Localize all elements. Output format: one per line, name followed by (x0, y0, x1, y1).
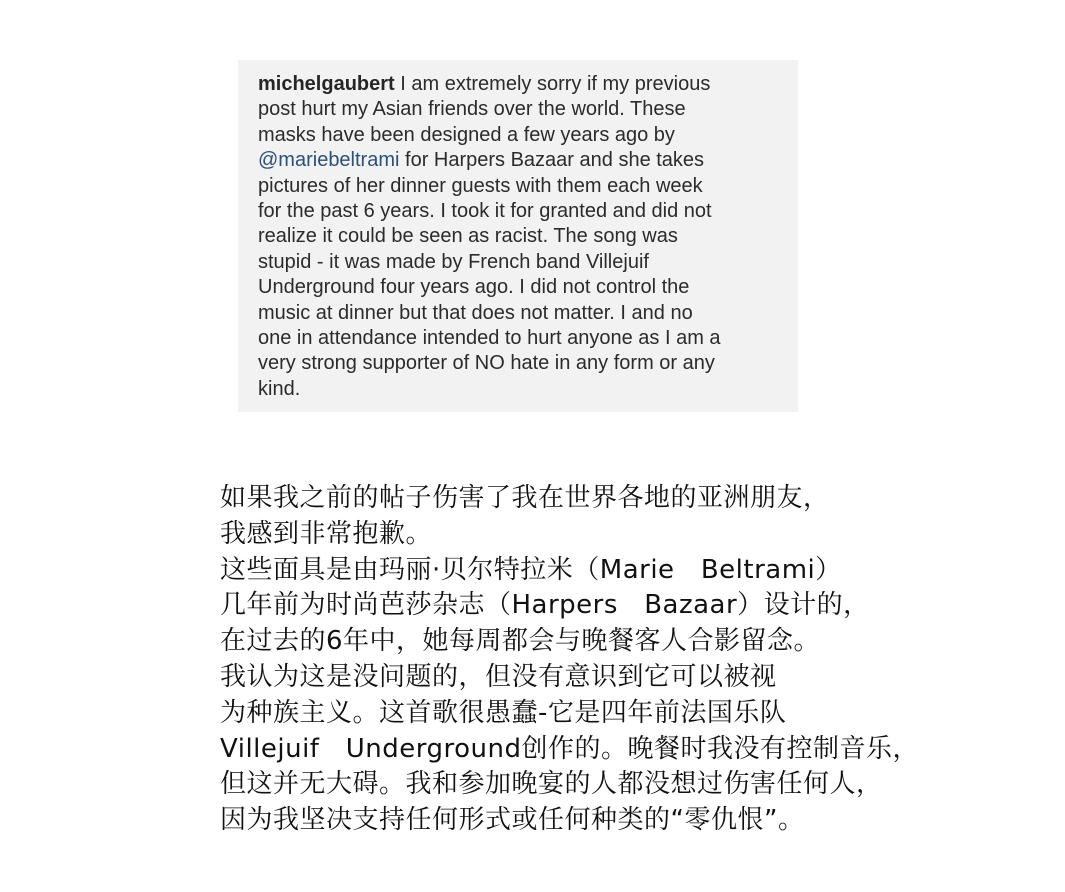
caption-line: music at dinner but that does not matter. I and no (258, 301, 693, 324)
caption-line: kind. (258, 377, 301, 400)
caption-line: one in attendance intended to hurt anyone as I am a (258, 327, 721, 350)
caption-line: for Harpers Bazaar and she takes (399, 149, 705, 172)
caption-line: stupid - it was made by French band Villejuif (258, 250, 649, 273)
caption-line: post hurt my Asian friends over the world. These (258, 98, 686, 121)
caption-line: Underground four years ago. I did not control the (258, 276, 690, 299)
translation-line: 在过去的6年中，她每周都会与晚餐客人合影留念。 (220, 626, 821, 657)
caption-line: pictures of her dinner guests with them each week (258, 174, 703, 197)
caption-line: for the past 6 years. I took it for granted and did not (258, 200, 712, 223)
translation-line: 因为我坚决支持任何形式或任何种类的“零仇恨”。 (220, 805, 805, 836)
translation-line: Villejuif Underground创作的。晚餐时我没有控制音乐， (220, 733, 919, 764)
translation-line: 这些面具是由玛丽·贝尔特拉米（Marie Beltrami） (220, 554, 842, 585)
translation-line: 我感到非常抱歉。 (220, 518, 433, 549)
translation-line: 如果我之前的帖子伤害了我在世界各地的亚洲朋友， (220, 483, 830, 513)
caption-line: masks have been designed a few years ago by (258, 123, 675, 146)
caption-line: I am extremely sorry if my previous (394, 73, 711, 95)
chinese-translation (220, 481, 1050, 839)
translation-line: 但这并无大碍。我和参加晚宴的人都没想过伤害任何人， (220, 769, 883, 800)
caption-line: very strong supporter of NO hate in any form or any (258, 352, 715, 375)
translation-line: 几年前为时尚芭莎杂志（Harpers Bazaar）设计的， (220, 590, 870, 621)
translation-line: 我认为这是没问题的，但没有意识到它可以被视 (220, 661, 777, 692)
post-caption (258, 72, 798, 402)
caption-line: realize it could be seen as racist. The song was (258, 225, 678, 248)
post-username[interactable]: michelgaubert (258, 73, 395, 95)
mention-link[interactable]: @mariebeltrami (258, 149, 400, 172)
instagram-post-screenshot (238, 60, 798, 412)
translation-line: 为种族主义。这首歌很愚蠢-它是四年前法国乐队 (220, 697, 787, 728)
